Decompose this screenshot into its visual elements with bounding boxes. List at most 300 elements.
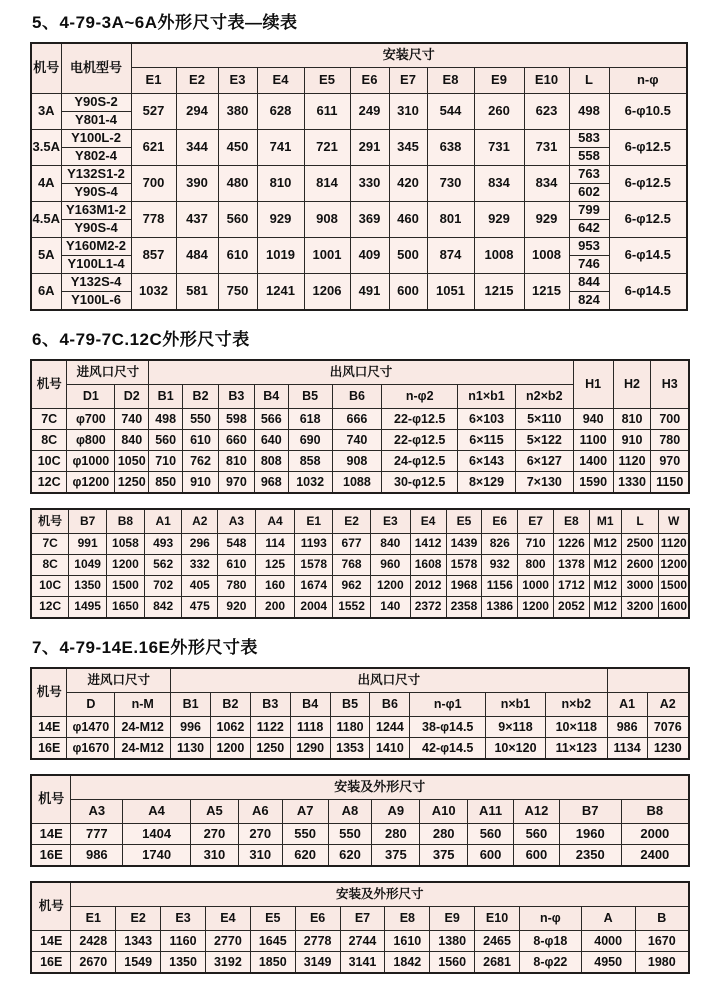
table-cell: 8×129: [458, 472, 516, 494]
table-cell: 842: [144, 597, 182, 619]
table-cell: 8C: [31, 555, 69, 576]
table-row: [31, 824, 689, 845]
table-cell: 2500: [621, 534, 659, 555]
column-header: E6: [295, 907, 340, 931]
table-cell: 710: [518, 534, 554, 555]
table-cell: Y801-4: [61, 112, 131, 130]
column-header: E3: [218, 68, 257, 94]
table-row: [31, 693, 689, 717]
column-header: W: [659, 509, 689, 534]
table-cell: 270: [191, 824, 239, 845]
table-cell: 910: [183, 472, 219, 494]
table-cell: 2004: [295, 597, 333, 619]
table-cell: Y90S-4: [61, 184, 131, 202]
table-cell: 7076: [647, 717, 689, 738]
table-cell: 2428: [71, 931, 116, 952]
table-cell: 834: [474, 166, 524, 202]
table-cell: 6A: [31, 274, 61, 311]
table-cell: 5×122: [515, 430, 573, 451]
table-cell: 1215: [524, 274, 569, 311]
table-cell: 500: [389, 238, 427, 274]
column-header: E4: [257, 68, 304, 94]
table-cell: 10C: [31, 451, 67, 472]
table-cell: 10×120: [486, 738, 546, 760]
table-cell: 310: [238, 845, 282, 867]
table-cell: 1226: [553, 534, 589, 555]
table-cell: 610: [218, 238, 257, 274]
table-cell: 740: [332, 430, 382, 451]
table-cell: 600: [389, 274, 427, 311]
table-cell: 6-φ12.5: [609, 166, 687, 202]
column-header: D2: [115, 385, 149, 409]
column-header: A11: [468, 800, 514, 824]
column-header: E7: [340, 907, 385, 931]
table-row: [31, 534, 689, 555]
table-cell: 16E: [31, 738, 67, 760]
column-header: A10: [420, 800, 468, 824]
table-cell: 4.5A: [31, 202, 61, 238]
table-cell: 1200: [210, 738, 250, 760]
table-cell: 731: [474, 130, 524, 166]
table-cell: 1130: [171, 738, 211, 760]
column-header: A6: [238, 800, 282, 824]
table-cell: 260: [474, 94, 524, 130]
table-cell: 1050: [115, 451, 149, 472]
column-header: B: [635, 907, 689, 931]
table-row: [31, 800, 689, 824]
table-cell: 125: [255, 555, 295, 576]
table-cell: 1670: [635, 931, 689, 952]
table-cell: 908: [304, 202, 350, 238]
table-14e-16e-inlet-outlet-mount: [30, 667, 690, 760]
table-row: [31, 597, 689, 619]
column-header: E4: [205, 907, 250, 931]
table-cell: 8C: [31, 430, 67, 451]
table-row: [31, 882, 689, 907]
table-cell: 1230: [647, 738, 689, 760]
table-cell: 740: [115, 409, 149, 430]
table-cell: 2670: [71, 952, 116, 974]
column-header: B7: [69, 509, 107, 534]
table-cell: 1350: [161, 952, 206, 974]
table-cell: 2052: [553, 597, 589, 619]
table-cell: φ700: [67, 409, 115, 430]
table-cell: 558: [569, 148, 609, 166]
table-14e-16e-install-outline-a: [30, 774, 690, 867]
column-header: n-φ: [519, 907, 581, 931]
table-cell: 310: [191, 845, 239, 867]
table-cell: 450: [218, 130, 257, 166]
table-cell: 801: [427, 202, 474, 238]
table-cell: 140: [370, 597, 410, 619]
table-cell: 420: [389, 166, 427, 202]
table-cell: 566: [254, 409, 288, 430]
table-cell: 6-φ14.5: [609, 274, 687, 311]
table-cell: 610: [218, 555, 256, 576]
table-cell: 834: [524, 166, 569, 202]
table-cell: 12C: [31, 472, 67, 494]
table-cell: 1968: [446, 576, 482, 597]
table-cell: 731: [524, 130, 569, 166]
table-cell: 940: [573, 409, 613, 430]
column-header: E2: [333, 509, 371, 534]
table-cell: 611: [304, 94, 350, 130]
table-cell: Y100L-6: [61, 292, 131, 311]
table-14e-16e-install-outline-e: [30, 881, 690, 974]
table-row: [31, 166, 687, 184]
table-cell: 768: [333, 555, 371, 576]
table-cell: 114: [255, 534, 295, 555]
column-header: 进风口尺寸: [67, 360, 149, 385]
column-header: A2: [182, 509, 218, 534]
table-cell: 527: [131, 94, 176, 130]
column-header: A1: [607, 693, 647, 717]
column-header: A2: [647, 693, 689, 717]
table-cell: 369: [350, 202, 389, 238]
table-cell: 1120: [613, 451, 651, 472]
column-header: E1: [295, 509, 333, 534]
table-cell: 2681: [475, 952, 520, 974]
column-header: B5: [288, 385, 332, 409]
table-cell: 1578: [446, 555, 482, 576]
table-cell: M12: [589, 576, 621, 597]
table-row: [31, 509, 689, 534]
table-cell: 375: [372, 845, 420, 867]
table-cell: 1049: [69, 555, 107, 576]
column-header: E7: [389, 68, 427, 94]
table-cell: 294: [176, 94, 218, 130]
table-cell: 332: [182, 555, 218, 576]
table-cell: 1062: [210, 717, 250, 738]
column-header: E8: [385, 907, 430, 931]
table-row: [31, 43, 687, 68]
table-cell: 380: [218, 94, 257, 130]
column-header: 机号: [31, 668, 67, 717]
table-cell: 1740: [123, 845, 191, 867]
column-header: 机号: [31, 775, 71, 824]
table-cell: 702: [144, 576, 182, 597]
table-cell: 1200: [107, 555, 145, 576]
table-row: [31, 274, 687, 292]
column-header: E3: [370, 509, 410, 534]
column-header: 安装及外形尺寸: [71, 775, 689, 800]
table-cell: 5×110: [515, 409, 573, 430]
table-row: [31, 430, 689, 451]
column-header: n-φ1: [410, 693, 486, 717]
column-header: A: [581, 907, 635, 931]
table-cell: 1032: [131, 274, 176, 311]
table-cell: 908: [332, 451, 382, 472]
table-row: [31, 94, 687, 112]
table-cell: 1330: [613, 472, 651, 494]
column-header: 安装及外形尺寸: [71, 882, 689, 907]
column-header: B4: [254, 385, 288, 409]
table-cell: 1032: [288, 472, 332, 494]
table-cell: 1118: [290, 717, 330, 738]
table-cell: Y163M1-2: [61, 202, 131, 220]
table-cell: Y132S1-2: [61, 166, 131, 184]
column-header: 机号: [31, 360, 67, 409]
table-cell: Y160M2-2: [61, 238, 131, 256]
table-cell: 550: [328, 824, 372, 845]
table-cell: 296: [182, 534, 218, 555]
table-cell: 2012: [410, 576, 446, 597]
table-row: [31, 907, 689, 931]
table-cell: 778: [131, 202, 176, 238]
table-cell: 375: [420, 845, 468, 867]
table-cell: M12: [589, 597, 621, 619]
table-cell: Y100L-2: [61, 130, 131, 148]
table-cell: 623: [524, 94, 569, 130]
table-cell: 777: [71, 824, 123, 845]
table-cell: 10×118: [545, 717, 607, 738]
table-cell: 10C: [31, 576, 69, 597]
table-cell: φ1470: [67, 717, 115, 738]
table-cell: 3200: [621, 597, 659, 619]
column-header: n-φ: [609, 68, 687, 94]
table-cell: 544: [427, 94, 474, 130]
column-header: B3: [250, 693, 290, 717]
table-cell: 1645: [250, 931, 295, 952]
table-cell: 409: [350, 238, 389, 274]
column-header: E8: [553, 509, 589, 534]
table-cell: 621: [131, 130, 176, 166]
column-header: A3: [218, 509, 256, 534]
table-cell: M12: [589, 534, 621, 555]
table-cell: 330: [350, 166, 389, 202]
table-cell: 14E: [31, 717, 67, 738]
table-cell: 1008: [474, 238, 524, 274]
table-cell: 2770: [205, 931, 250, 952]
table-row: [31, 576, 689, 597]
table-cell: 929: [474, 202, 524, 238]
table-cell: 3000: [621, 576, 659, 597]
column-header: B2: [183, 385, 219, 409]
table-cell: 1058: [107, 534, 145, 555]
table-cell: 1439: [446, 534, 482, 555]
table-cell: 1134: [607, 738, 647, 760]
table-cell: 1343: [116, 931, 161, 952]
column-header: B1: [171, 693, 211, 717]
table-cell: 1241: [257, 274, 304, 311]
table-cell: 2778: [295, 931, 340, 952]
table-cell: 602: [569, 184, 609, 202]
table-cell: 1150: [651, 472, 689, 494]
table-cell: 405: [182, 576, 218, 597]
table-cell: 7C: [31, 409, 67, 430]
table-cell: 475: [182, 597, 218, 619]
column-header: B2: [210, 693, 250, 717]
table-row: [31, 952, 689, 974]
table-cell: 610: [183, 430, 219, 451]
table-cell: 1353: [330, 738, 370, 760]
table-cell: 6×143: [458, 451, 516, 472]
table-cell: 1244: [370, 717, 410, 738]
table-cell: 2358: [446, 597, 482, 619]
table-cell: 1180: [330, 717, 370, 738]
column-header: 安装尺寸: [131, 43, 687, 68]
table-row: [31, 472, 689, 494]
column-header: B8: [621, 800, 689, 824]
table-cell: 581: [176, 274, 218, 311]
section-5: [30, 8, 690, 311]
table-cell: 1100: [573, 430, 613, 451]
table-cell: 824: [569, 292, 609, 311]
column-header: E4: [410, 509, 446, 534]
table-cell: 1156: [482, 576, 518, 597]
table-row: [31, 775, 689, 800]
table-cell: 677: [333, 534, 371, 555]
column-header: n×b2: [545, 693, 607, 717]
table-cell: 6-φ10.5: [609, 94, 687, 130]
table-cell: 666: [332, 409, 382, 430]
table-cell: 1712: [553, 576, 589, 597]
table-cell: 953: [569, 238, 609, 256]
table-row: [31, 668, 689, 693]
table-cell: 640: [254, 430, 288, 451]
table-cell: 1200: [659, 555, 689, 576]
table-cell: 660: [218, 430, 254, 451]
table-cell: 550: [183, 409, 219, 430]
table-cell: 858: [288, 451, 332, 472]
column-header: H1: [573, 360, 613, 409]
table-row: [31, 409, 689, 430]
table-cell: 810: [218, 451, 254, 472]
table-cell: 1200: [518, 597, 554, 619]
table-cell: 4A: [31, 166, 61, 202]
table-cell: 548: [218, 534, 256, 555]
column-header: E2: [116, 907, 161, 931]
column-header: 电机型号: [61, 43, 131, 94]
table-cell: 1160: [161, 931, 206, 952]
table-row: [31, 202, 687, 220]
column-header: B6: [332, 385, 382, 409]
table-cell: 1215: [474, 274, 524, 311]
table-cell: 2465: [475, 931, 520, 952]
table-cell: 986: [71, 845, 123, 867]
column-header: D: [67, 693, 115, 717]
column-header: 出风口尺寸: [171, 668, 608, 693]
column-header: M1: [589, 509, 621, 534]
table-cell: 6-φ12.5: [609, 202, 687, 238]
table-cell: 741: [257, 130, 304, 166]
column-header: E9: [474, 68, 524, 94]
table-cell: 16E: [31, 845, 71, 867]
table-cell: 2372: [410, 597, 446, 619]
table-cell: 857: [131, 238, 176, 274]
table-cell: 1960: [559, 824, 621, 845]
table-cell: 920: [218, 597, 256, 619]
column-header: E1: [71, 907, 116, 931]
table-cell: 1193: [295, 534, 333, 555]
table-14e-16e-inlet-outlet-dimensions: [30, 667, 690, 760]
table-cell: 620: [328, 845, 372, 867]
table-cell: 437: [176, 202, 218, 238]
table-cell: 4000: [581, 931, 635, 952]
table-cell: 42-φ14.5: [410, 738, 486, 760]
table-cell: 6-φ12.5: [609, 130, 687, 166]
table-cell: 1088: [332, 472, 382, 494]
table-cell: 1386: [482, 597, 518, 619]
column-header: 机号: [31, 509, 69, 534]
column-header: D1: [67, 385, 115, 409]
table-cell: 310: [389, 94, 427, 130]
table-cell: 3A: [31, 94, 61, 130]
table-cell: 638: [427, 130, 474, 166]
table-cell: 1122: [250, 717, 290, 738]
column-header: E1: [131, 68, 176, 94]
table-cell: 2000: [621, 824, 689, 845]
table-cell: 6×103: [458, 409, 516, 430]
column-header: A3: [71, 800, 123, 824]
table-cell: 1500: [107, 576, 145, 597]
table-cell: 498: [569, 94, 609, 130]
table-cell: 280: [372, 824, 420, 845]
table-cell: 8-φ18: [519, 931, 581, 952]
table-cell: 12C: [31, 597, 69, 619]
column-header: A1: [144, 509, 182, 534]
table-cell: 700: [131, 166, 176, 202]
column-header: 机号: [31, 882, 71, 931]
column-header: n2×b2: [515, 385, 573, 409]
column-header: H2: [613, 360, 651, 409]
table-cell: 560: [468, 824, 514, 845]
table-cell: 1378: [553, 555, 589, 576]
table-row: [31, 360, 689, 385]
table-cell: 1549: [116, 952, 161, 974]
column-header: E5: [304, 68, 350, 94]
section-7: [30, 633, 690, 974]
table-cell: 1500: [659, 576, 689, 597]
table-cell: 874: [427, 238, 474, 274]
table-cell: 960: [370, 555, 410, 576]
column-header: 机号: [31, 43, 61, 94]
column-header: E5: [250, 907, 295, 931]
column-header: L: [621, 509, 659, 534]
table-cell: 826: [482, 534, 518, 555]
table-cell: 491: [350, 274, 389, 311]
column-header: E10: [524, 68, 569, 94]
table-cell: 1404: [123, 824, 191, 845]
table-cell: 1850: [250, 952, 295, 974]
table-cell: 810: [257, 166, 304, 202]
table-cell: 814: [304, 166, 350, 202]
table-cell: 345: [389, 130, 427, 166]
table-cell: 780: [651, 430, 689, 451]
table-cell: 2350: [559, 845, 621, 867]
table-cell: Y90S-4: [61, 220, 131, 238]
table-cell: 746: [569, 256, 609, 274]
table-cell: 721: [304, 130, 350, 166]
column-header: n1×b1: [458, 385, 516, 409]
table-cell: 1578: [295, 555, 333, 576]
table-cell: 799: [569, 202, 609, 220]
table-cell: 1590: [573, 472, 613, 494]
table-cell: 280: [420, 824, 468, 845]
table-cell: 160: [255, 576, 295, 597]
table-cell: 2600: [621, 555, 659, 576]
column-header: L: [569, 68, 609, 94]
column-header: E6: [482, 509, 518, 534]
table-cell: 642: [569, 220, 609, 238]
column-header: B6: [370, 693, 410, 717]
table-cell: φ1670: [67, 738, 115, 760]
column-header: A7: [282, 800, 328, 824]
table-cell: 700: [651, 409, 689, 430]
table-cell: 583: [569, 130, 609, 148]
table-cell: 560: [513, 824, 559, 845]
column-header: E5: [446, 509, 482, 534]
